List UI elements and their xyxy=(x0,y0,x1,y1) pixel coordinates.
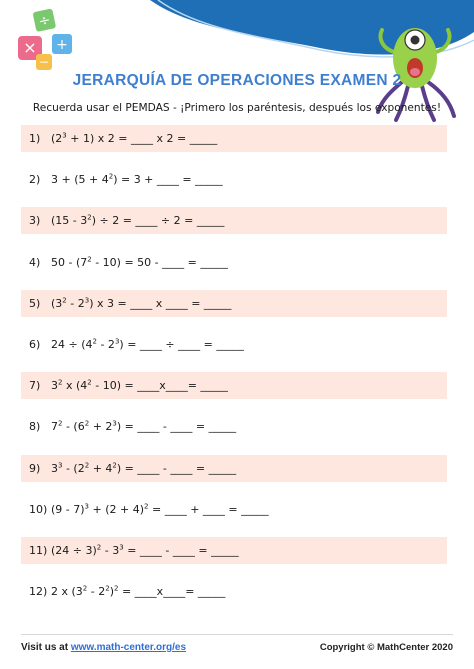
problem-expression: $(3^2 - 2^3)$ x 3 = ____ x ____ = _____ xyxy=(51,296,232,310)
svg-text:−: − xyxy=(38,55,50,69)
problem-expression: $(15 - 3^2) \div 2$ = ____ ÷ 2 = _____ xyxy=(51,213,225,228)
problem-expression: $24 \div (4^2 - 2^3)$ = ____ ÷ ____ = _____ xyxy=(51,337,244,351)
problem-row xyxy=(21,331,447,358)
problem-number: 12) xyxy=(29,585,48,599)
problem-row xyxy=(21,455,447,482)
problem-number: 11) xyxy=(29,543,48,557)
problem-expression: $3^3 - (2^2 + 4^2)$ = ____ - ____ = _____ xyxy=(51,460,237,475)
problem-row xyxy=(21,537,447,564)
svg-text:÷: ÷ xyxy=(37,12,52,31)
problem-number: 7) xyxy=(29,379,41,393)
footer-divider xyxy=(21,634,453,635)
svg-text:+: + xyxy=(56,37,68,53)
footer-visit-label: Visit us at xyxy=(21,642,71,653)
problem-row xyxy=(21,290,447,317)
problem-expression: $7^2 - (6^2 + 2^3)$ = ____ - ____ = _____ xyxy=(51,419,237,434)
footer-copyright: Copyright © MathCenter 2020 xyxy=(319,642,453,653)
problem-expression: $(2^3 + 1)$ x 2 = ____ x 2 = _____ xyxy=(51,131,218,145)
problem-number: 3) xyxy=(29,214,41,228)
problem-number: 5) xyxy=(29,296,41,310)
instructions-subtitle: Recuerda usar el PEMDAS - ¡Primero los paréntesis, después los exponentes! xyxy=(32,102,442,114)
problem-row xyxy=(21,207,447,234)
problem-number: 1) xyxy=(29,132,41,145)
math-dice-icon xyxy=(14,8,78,72)
problem-expression: $50 - (7^2 - 10) = 50$ - ____ = _____ xyxy=(51,254,228,269)
problem-list xyxy=(21,125,447,619)
problem-row xyxy=(21,496,447,523)
problem-row xyxy=(21,249,447,276)
page-title: JERARQUÍA DE OPERACIONES EXAMEN 2 xyxy=(72,72,402,89)
problem-expression: $(24 \div 3)^2 - 3^3$ = ____ - ____ = _____ xyxy=(51,543,239,557)
problem-number: 6) xyxy=(29,337,41,351)
problem-row xyxy=(21,166,447,193)
problem-expression: $3^2$ x $(4^2 - 10)$ = ____x____= _____ xyxy=(51,378,228,393)
problem-row xyxy=(21,372,447,399)
svg-text:×: × xyxy=(23,38,37,57)
problem-number: 9) xyxy=(29,461,41,475)
footer-link[interactable]: www.math-center.org/es xyxy=(70,642,187,653)
problem-number: 4) xyxy=(29,255,41,269)
problem-expression: 2 x $(3^2 - 2^2)^2$ = ____x____= _____ xyxy=(51,584,226,599)
problem-row xyxy=(21,125,447,152)
problem-number: 10) xyxy=(29,502,48,516)
footer-visit xyxy=(21,642,186,653)
problem-row xyxy=(21,578,447,605)
problem-number: 2) xyxy=(29,173,41,187)
problem-expression: $(9 - 7)^3 + (2 + 4)^2$ = ____ + ____ = _____ xyxy=(51,502,269,516)
problem-expression: $3 + (5 + 4^2) = 3$ + ____ = _____ xyxy=(51,172,223,187)
problem-row xyxy=(21,413,447,440)
problem-number: 8) xyxy=(29,420,41,434)
